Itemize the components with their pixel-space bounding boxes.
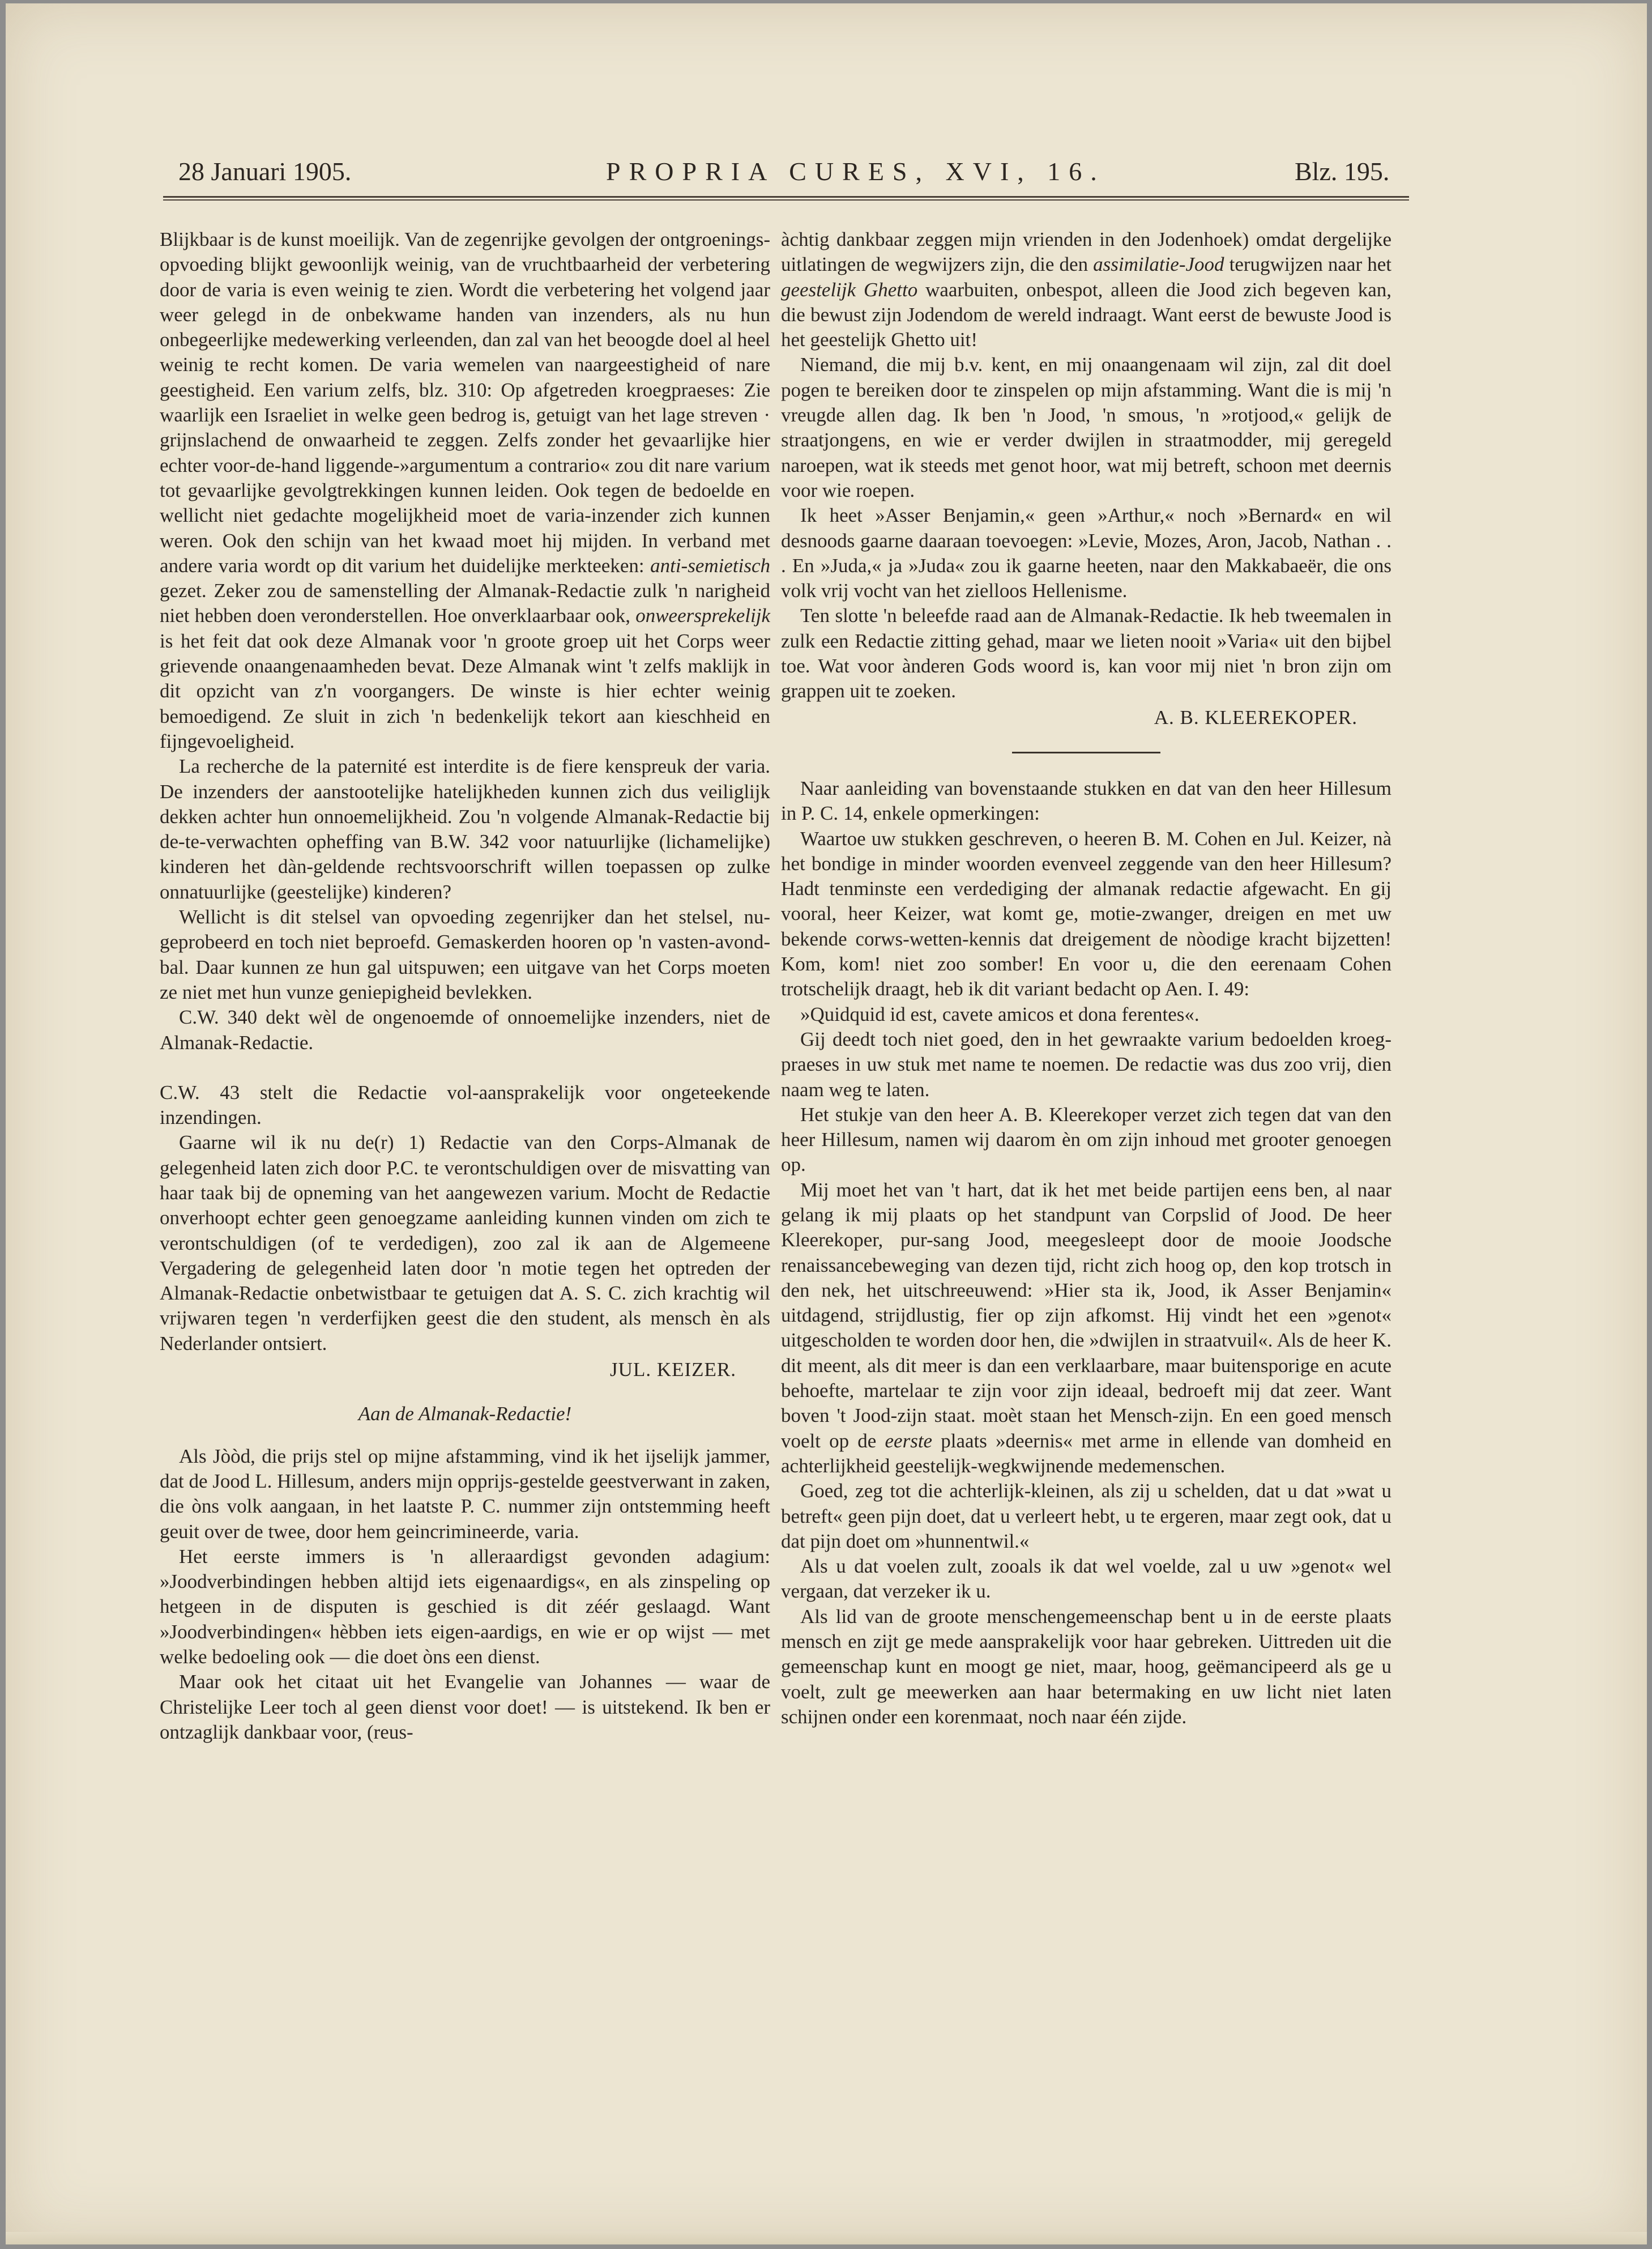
paragraph: Gaarne wil ik nu de(r) 1) Redactie van den Corps-Almanak de gelegenheid laten zich door P.C. te verontschuldigen over de misvatting van haar taak bij de opneming van het aangewezen varium. Mocht de Redactie onverhoopt echter geen genoegzame aanleiding kunnen vinden om zich te verontschuldigen (of te verdedigen), zoo zal ik aan de Algemeene Vergadering de gelegenheid laten door 'n motie tegen het optreden der Almanak-Redactie onbetwistbaar te getuigen dat A. S. C. zich krachtig wil vrijwaren tegen 'n verderfijken geest die den student, als mensch èn als Nederlander ontsiert.: [160, 1131, 770, 1354]
emphasis: assimilatie-Jood: [1093, 253, 1224, 276]
section-rule: [1012, 752, 1160, 753]
paragraph: La recherche de la paternité est interdite is de fiere kenspreuk der varia. De inzenders der aanstootelijke hatelijkheden kunnen zich dus veiliglijk dekken achter hun onnoemelijkheid. Zou 'n volgende Almanak-Redactie bij de-te-verwachten opheffing van B.W. 342 voor natuurlijke (lichamelijke) kinderen het dàn-geldende rechtsvoorschrift willen toepassen op zulke onnatuurlijke (geestelijke) kinderen?: [160, 755, 770, 903]
publication-title: PROPRIA CURES, XVI, 16.: [606, 157, 1105, 186]
paragraph: Het stukje van den heer A. B. Kleerekoper verzet zich tegen dat van den heer Hillesum, namen wij daarom èn om zijn inhoud met grooter genoegen op.: [781, 1103, 1391, 1176]
paragraph: Naar aanleiding van bovenstaande stukken en dat van den heer Hillesum in P. C. 14, enkele opmerkingen:: [781, 777, 1391, 825]
paragraph: Goed, zeg tot die achterlijk-kleinen, als zij u schelden, dat u dat »wat u betreft« geen pijn doet, dat u verleert hebt, u te ergeren, maar zegt ook, dat u dat pijn doet om »hunnentwil.«: [781, 1480, 1391, 1552]
paragraph: C.W. 43 stelt die Redactie vol-aansprakelijk voor ongeteekende inzendingen.: [160, 1081, 770, 1129]
paragraph: Als Jòòd, die prijs stel op mijne afstamming, vind ik het ijselijk jammer, dat de Jood L. Hillesum, anders mijn opprijs-gestelde geestverwant in zaken, die òns volk aangaan, in het laatste P. C. nummer zijn ontstemming heeft geuit over de twee, door hem geincrimineerde, varia.: [160, 1445, 770, 1543]
paragraph: Waartoe uw stukken geschreven, o heeren B. M. Cohen en Jul. Keizer, nà het bondige in minder woorden evenveel zeggende van den heer Hillesum? Hadt tenminste een verdediging der almanak redactie afgewacht. En gij vooral, heer Keizer, wat komt ge, motie-zwanger, dreigen en met uw bekende corws-wetten-kennis dat dreigement de nòodige kracht bijzetten! Kom, kom! niet zoo somber! En voor u, die den eerenaam Cohen trotschelijk draagt, heb ik dit variant bedacht op Aen. I. 49:: [781, 827, 1391, 1000]
running-header: [6, 152, 1647, 197]
paragraph: àchtig dankbaar zeggen mijn vrienden in den Jodenhoek) omdat dergelijke uitlatingen de wegwijzers zijn, die den assimilatie-Jood terugwijzen naar het geestelijk Ghetto waarbuiten, onbespot, alleen die Jood zich begeven kan, die bewust zijn Jodendom de wereld indraagt. Want eerst de bewuste Jood is het geestelijk Ghetto uit!: [781, 228, 1391, 351]
paragraph: Niemand, die mij b.v. kent, en mij onaangenaam wil zijn, zal dit doel pogen te bereiken door te zinspelen op mijn afstamming. Want die is mij 'n vreugde allen dag. Ik ben 'n Jood, 'n smous, 'n »rotjood,« gelijk de straatjongens, en wie er verder dwijlen in straatmodder, mij geregeld naroepen, wat ik steeds met genot hoor, wat mij betreft, schoon met deernis voor wie roepen.: [781, 353, 1391, 501]
paragraph: Wellicht is dit stelsel van opvoeding zegenrijker dan het stelsel, nu-geprobeerd en toch niet beproefd. Gemaskerden hooren op 'n vasten-avond-bal. Daar kunnen ze hun gal uitspuwen; een uitgave van het Corps moeten ze niet met hun vunze geniepigheid bevlekken.: [160, 906, 770, 1003]
paragraph: Ten slotte 'n beleefde raad aan de Almanak-Redactie. Ik heb tweemalen in zulk een Redactie zitting gehad, maar we lieten nooit »Varia« uit den bijbel toe. Wat voor ànderen Gods woord is, kan voor mij niet 'n bron zijn om grappen uit te zoeken.: [781, 604, 1391, 702]
newspaper-page: [6, 3, 1647, 2244]
signature-keizer: JUL. KEIZER.: [610, 1358, 736, 1381]
paragraph: C.W. 340 dekt wèl de ongenoemde of onnoemelijke inzenders, niet de Almanak-Redactie.: [160, 1006, 770, 1054]
emphasis: eerste: [885, 1429, 933, 1452]
paragraph: Gij deedt toch niet goed, den in het gewraakte varium bedoelden kroeg-praeses in uw stuk met name te noemen. De redactie was dus zoo vrij, dien naam weg te laten.: [781, 1028, 1391, 1101]
paragraph: Ik heet »Asser Benjamin,« geen »Arthur,« noch »Bernard« en wil desnoods gaarne daaraan toevoegen: »Levie, Mozes, Aron, Jacob, Nathan . . . En »Juda,« ja »Juda« zou ik gaarne heeten, naar den Makkabaeër, die ons volk vrij vocht van het zielloos Hellenisme.: [781, 504, 1391, 602]
page-number: Blz. 195.: [1295, 157, 1390, 186]
issue-date: 28 Januari 1905.: [178, 157, 352, 186]
page-edge: [6, 2232, 1647, 2244]
paragraph: Als u dat voelen zult, zooals ik dat wel voelde, zal u uw »genot« wel vergaan, dat verzeker ik u.: [781, 1555, 1391, 1603]
paragraph: Als lid van de groote menschengemeenschap bent u in de eerste plaats mensch en zijt ge mede aansprakelijk voor haar gebreken. Uittreden uit die gemeenschap kunt en moogt ge niet, maar, hoog, geëmancipeerd als ge u voelt, zult ge meewerken aan haar betermaking en uw licht niet laten schijnen onder een korenmaat, noch naar één zijde.: [781, 1605, 1391, 1728]
paragraph: Maar ook het citaat uit het Evangelie van Johannes — waar de Christelijke Leer toch al geen dienst voor doet! — is uitstekend. Ik ben er ontzaglijk dankbaar voor, (reus-: [160, 1671, 770, 1743]
paragraph: Blijkbaar is de kunst moeilijk. Van de zegenrijke gevolgen der ontgroenings-opvoeding blijkt gewoonlijk weinig, van de vruchtbaarheid der verbetering door de varia is even weinig te zien. Wordt die verbetering het volgend jaar weer gelegd in de onbekwame handen van inzenders, als nu hun onbegeerlijke medewerking verleenden, dan zal van het beoogde doel al heel weinig te recht komen. De varia wemelen van naargeestigheid of nare geestigheid. Een varium zelfs, blz. 310: Op afgetreden kroegpraeses: Zie waarlijk een Israeliet in welke geen bedrog is, getuigt van het lage streven · grijnslachend de onwaarheid te zeggen. Zelfs zonder het gevaarlijke hier echter voor-de-hand liggende-»argumentum a contrario« zou dit nare varium tot gevaarlijke gevolgtrekkingen kunnen leiden. Ook tegen de bedoelde en wellicht niet gedachte mogelijkheid moet de varia-inzender zich kunnen weren. Ook den schijn van het kwaad moet hij mijden. In verband met andere varia wordt op dit varium het duidelijke merkteeken: anti-semietisch gezet. Zeker zou de samenstelling der Almanak-Redactie zulk 'n narigheid niet hebben doen veronderstellen. Hoe onverklaarbaar ook, onweersprekelijk is het feit dat ook deze Almanak voor 'n groote groep uit het Corps weer grievende onaangenaamheden bevat. Deze Almanak wint 't zelfs maklijk in dit opzicht van z'n voorgangers. De winste is hier echter weinig bemoedigend. Ze sluit in zich 'n bedenkelijk tekort aan kieschheid en fijngevoeligheid.: [160, 228, 771, 752]
header-rule: [163, 196, 1409, 201]
emphasis: geestelijk Ghetto: [781, 278, 918, 301]
right-column: [781, 227, 1391, 1730]
paragraph: Mij moet het van 't hart, dat ik het met beide partijen eens ben, al naar gelang ik mij plaats op het standpunt van Corpslid of Jood. De heer Kleerekoper, pur-sang Jood, meegesleept door de mooie Joodsche renaissancebeweging van dezen tijd, richt zich hoog op, den kop trotsch in den nek, het uitschreeuwend: »Hier sta ik, Jood, ik Asser Benjamin« uitdagend, strijdlustig, fier op zijn afkomst. Hij vindt het een »genot« uitgescholden te worden door hen, die »dwijlen in straatvuil«. Als de heer K. dit meent, als dit meer is dan een verklaarbare, maar buitensporige en acute behoefte, martelaar te zijn voor zijn ideaal, bedroeft mij dat zeer. Want boven 't Jood-zijn staat. moèt staan het Mensch-zijn. En een goed mensch voelt op de eerste plaats »deernis« met arme in ellende van domheid en achterlijkheid geestelijk-wegkwijnende medemenschen.: [781, 1178, 1392, 1477]
paragraph: »Quidquid id est, cavete amicos et dona ferentes«.: [800, 1003, 1199, 1025]
letter-heading: Aan de Almanak-Redactie!: [358, 1403, 572, 1425]
paragraph: Het eerste immers is 'n alleraardigst gevonden adagium: »Joodverbindingen hebben altijd iets eigenaardigs«, en als zinspeling op hetgeen in de disputen is geschied is dit zéér geslaagd. Want »Joodverbindingen« hèbben iets eigen-aardigs, en wie er op wijst — met welke bedoeling ook — die doet òns een dienst.: [160, 1545, 770, 1668]
left-column: [160, 227, 770, 1745]
signature-kleerekoper: A. B. KLEEREKOPER.: [1154, 706, 1358, 729]
emphasis: anti-semietisch: [650, 554, 771, 577]
emphasis: onweersprekelijk: [635, 604, 770, 627]
